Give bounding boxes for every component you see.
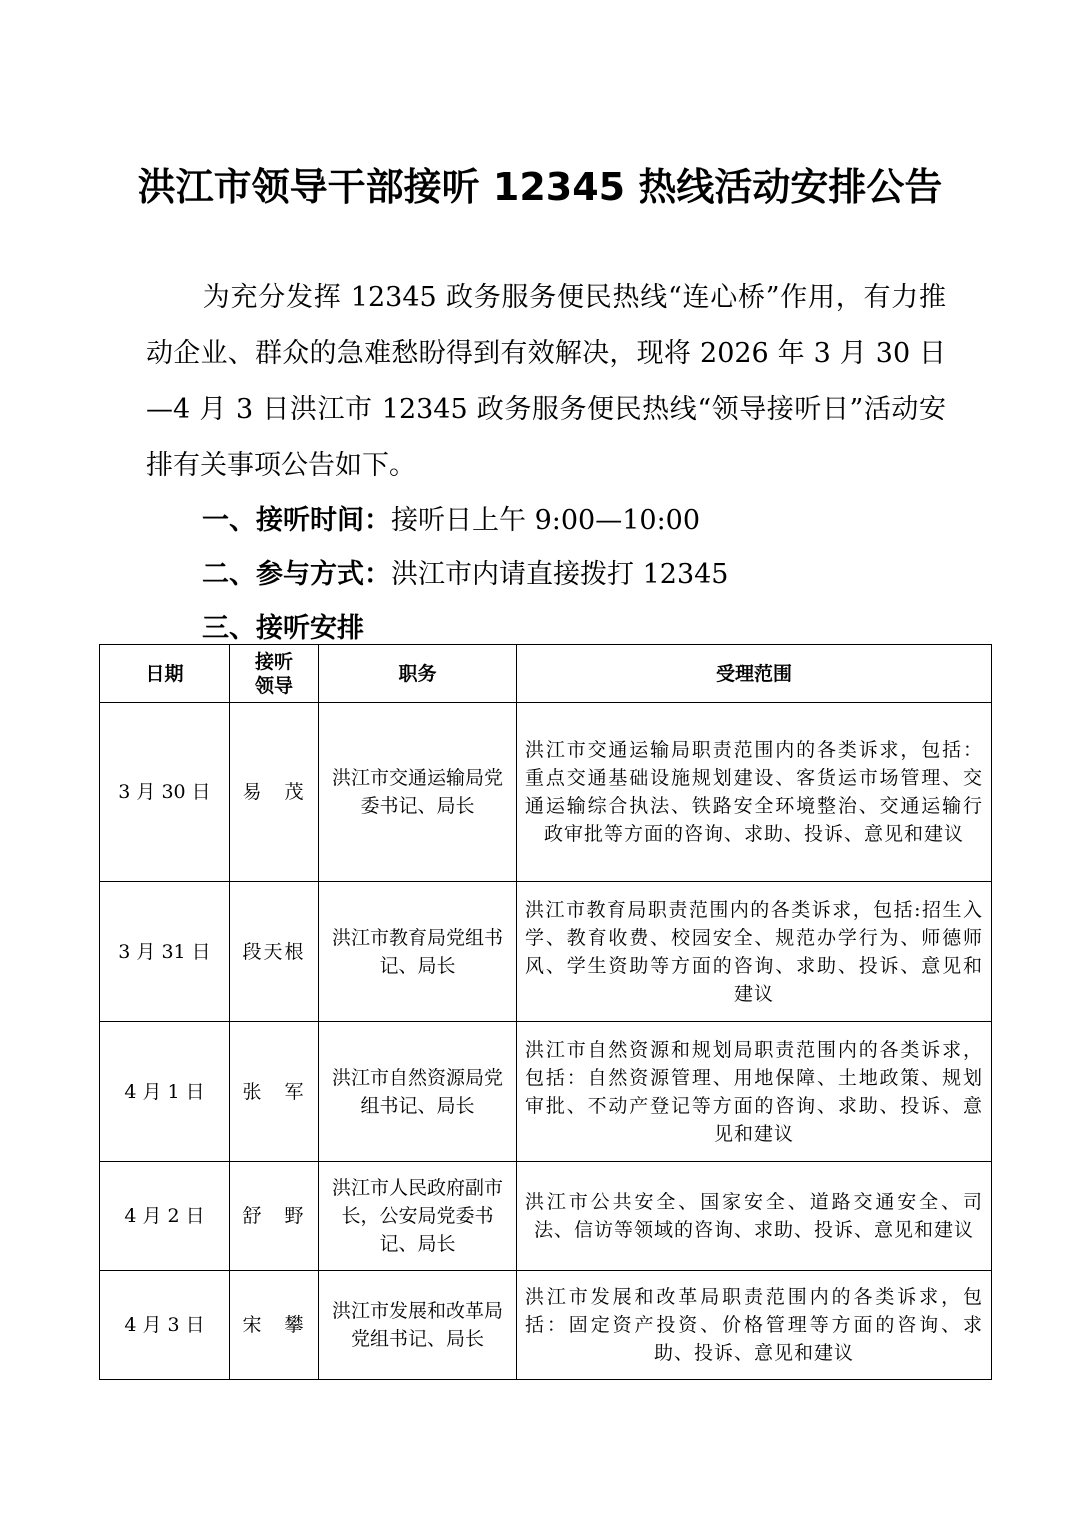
table-row bbox=[100, 882, 992, 1022]
row-scope: 洪江市自然资源和规划局职责范围内的各类诉求，包括：自然资源管理、用地保障、土地政策、规划审批、不动产登记等方面的咨询、求助、投诉、意见和建议 bbox=[517, 1022, 992, 1162]
section-schedule bbox=[202, 606, 364, 645]
document-title: 洪江市领导干部接听 12345 热线活动安排公告 bbox=[137, 165, 943, 209]
header-leader: 接听领导 bbox=[230, 645, 319, 703]
row-leader: 宋 攀 bbox=[230, 1271, 319, 1380]
intro-paragraph bbox=[146, 270, 946, 494]
section-participation bbox=[202, 552, 728, 591]
row-date: 3 月 30 日 bbox=[100, 703, 230, 882]
row-position: 洪江市自然资源局党组书记、局长 bbox=[319, 1022, 517, 1162]
row-date: 4 月 3 日 bbox=[100, 1271, 230, 1380]
section-answer-time bbox=[202, 498, 700, 537]
section-heading: 一、接听时间： bbox=[202, 505, 391, 536]
header-position: 职务 bbox=[319, 645, 517, 703]
section-text: 接听日上午 9:00—10:00 bbox=[391, 505, 701, 536]
row-date: 3 月 31 日 bbox=[100, 882, 230, 1022]
row-leader: 张 军 bbox=[230, 1022, 319, 1162]
row-position: 洪江市发展和改革局党组书记、局长 bbox=[319, 1271, 517, 1380]
table-row bbox=[100, 703, 992, 882]
schedule-table bbox=[99, 644, 992, 1380]
section-heading: 二、参与方式： bbox=[202, 559, 391, 590]
intro-text: 为充分发挥 12345 政务服务便民热线“连心桥”作用，有力推动企业、群众的急难愁盼得到有效解决，现将 2026 年 3 月 30 日—4 月 3 日洪江市 12345 政务服务便民热线“领导接听日”活动安排有关事项公告如下。 bbox=[146, 282, 947, 481]
section-text: 洪江市内请直接拨打 12345 bbox=[391, 559, 729, 590]
header-scope: 受理范围 bbox=[517, 645, 992, 703]
table-row bbox=[100, 1162, 992, 1271]
row-position: 洪江市交通运输局党委书记、局长 bbox=[319, 703, 517, 882]
row-date: 4 月 1 日 bbox=[100, 1022, 230, 1162]
table-header-row bbox=[100, 645, 992, 703]
row-position: 洪江市教育局党组书记、局长 bbox=[319, 882, 517, 1022]
row-leader: 舒 野 bbox=[230, 1162, 319, 1271]
row-leader: 易 茂 bbox=[230, 703, 319, 882]
header-date: 日期 bbox=[100, 645, 230, 703]
row-scope: 洪江市公共安全、国家安全、道路交通安全、司法、信访等领域的咨询、求助、投诉、意见和建议 bbox=[517, 1162, 992, 1271]
row-scope: 洪江市发展和改革局职责范围内的各类诉求，包括：固定资产投资、价格管理等方面的咨询、求助、投诉、意见和建议 bbox=[517, 1271, 992, 1380]
section-heading: 三、接听安排 bbox=[202, 613, 364, 644]
row-scope: 洪江市交通运输局职责范围内的各类诉求，包括：重点交通基础设施规划建设、客货运市场管理、交通运输综合执法、铁路安全环境整治、交通运输行政审批等方面的咨询、求助、投诉、意见和建议 bbox=[517, 703, 992, 882]
table-row bbox=[100, 1271, 992, 1380]
row-date: 4 月 2 日 bbox=[100, 1162, 230, 1271]
row-position: 洪江市人民政府副市长，公安局党委书记、局长 bbox=[319, 1162, 517, 1271]
table-row bbox=[100, 1022, 992, 1162]
row-scope: 洪江市教育局职责范围内的各类诉求，包括:招生入学、教育收费、校园安全、规范办学行为、师德师风、学生资助等方面的咨询、求助、投诉、意见和建议 bbox=[517, 882, 992, 1022]
row-leader: 段天根 bbox=[230, 882, 319, 1022]
